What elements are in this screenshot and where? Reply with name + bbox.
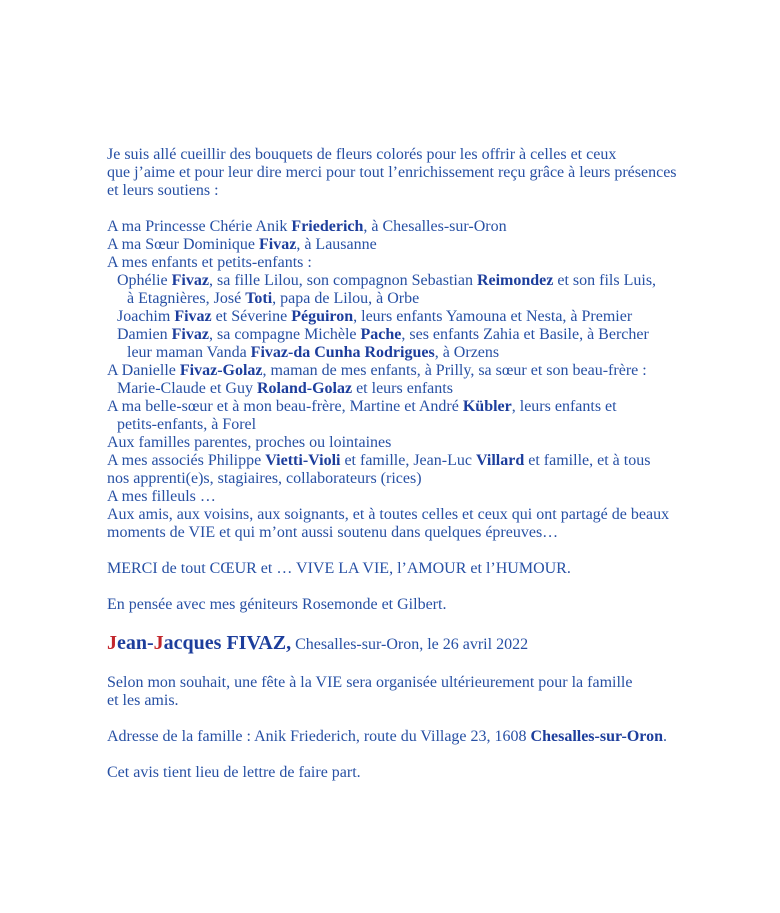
text-line xyxy=(107,764,747,782)
text-segment: , papa de Lilou, à Orbe xyxy=(272,290,420,307)
text-line xyxy=(107,674,747,692)
text-segment: A mes enfants et petits-enfants : xyxy=(107,254,312,271)
text-segment: Fivaz xyxy=(174,308,212,325)
text-line xyxy=(107,398,747,416)
text-segment: Reimondez xyxy=(476,272,554,289)
text-segment: A ma Sœur Dominique xyxy=(107,236,259,253)
blank-line xyxy=(107,542,747,560)
text-line xyxy=(107,596,747,614)
text-segment: et les amis. xyxy=(107,692,179,709)
text-segment: Pache xyxy=(360,326,402,343)
text-segment: , à Chesalles-sur-Oron xyxy=(363,218,507,235)
text-segment: ean- xyxy=(117,632,154,654)
text-segment: leur maman Vanda xyxy=(127,344,251,361)
text-segment: Fivaz xyxy=(171,272,209,289)
text-segment: , ses enfants Zahia et Basile, à Bercher xyxy=(401,326,649,343)
text-line xyxy=(107,728,747,746)
text-segment: A Danielle xyxy=(107,362,180,379)
text-segment: Adresse de la famille : Anik Friederich, route du Village 23, 1608 xyxy=(107,728,531,745)
text-line xyxy=(107,506,747,524)
text-segment: et leurs soutiens : xyxy=(107,182,219,199)
text-line xyxy=(107,470,747,488)
text-segment: A mes associés Philippe xyxy=(107,452,266,469)
text-line xyxy=(107,488,747,506)
text-segment: Chesalles-sur-Oron xyxy=(530,728,663,745)
text-segment: Chesalles-sur-Oron, le 26 avril 2022 xyxy=(291,636,529,653)
text-line xyxy=(107,434,747,452)
text-segment: Toti xyxy=(245,290,273,307)
text-segment: Fivaz xyxy=(259,236,297,253)
text-segment: Villard xyxy=(475,452,525,469)
text-line xyxy=(107,344,747,362)
text-segment: acques FIVAZ, xyxy=(163,632,292,654)
text-line xyxy=(107,164,747,182)
text-line xyxy=(107,146,747,164)
text-line xyxy=(107,326,747,344)
text-segment: , sa fille Lilou, son compagnon Sebastian xyxy=(208,272,477,289)
text-segment: Selon mon souhait, une fête à la VIE sera organisée ultérieurement pour la famille xyxy=(107,674,633,691)
blank-line xyxy=(107,200,747,218)
blank-line xyxy=(107,710,747,728)
blank-line xyxy=(107,746,747,764)
blank-line xyxy=(107,578,747,596)
text-segment: et leurs enfants xyxy=(352,380,453,397)
text-segment: Fivaz-da Cunha Rodrigues xyxy=(250,344,435,361)
text-segment: Fivaz xyxy=(171,326,209,343)
text-line xyxy=(107,290,747,308)
text-segment: , maman de mes enfants, à Prilly, sa sœur et son beau-frère : xyxy=(262,362,647,379)
text-line xyxy=(107,692,747,710)
text-segment: Roland-Golaz xyxy=(256,380,353,397)
text-segment: Cet avis tient lieu de lettre de faire part. xyxy=(107,764,361,781)
text-segment: Marie-Claude et Guy xyxy=(117,380,257,397)
text-segment: A ma belle-sœur et à mon beau-frère, Martine et André xyxy=(107,398,463,415)
blank-line xyxy=(107,656,747,674)
text-line xyxy=(107,452,747,470)
text-line xyxy=(107,182,747,200)
text-line xyxy=(107,524,747,542)
text-line xyxy=(107,254,747,272)
text-segment: Ophélie xyxy=(117,272,172,289)
text-segment: , leurs enfants Yamouna et Nesta, à Premier xyxy=(353,308,633,325)
text-segment: petits-enfants, à Forel xyxy=(117,416,257,433)
text-segment: Friederich xyxy=(291,218,364,235)
text-segment: à Etagnières, José xyxy=(127,290,246,307)
text-segment: Je suis allé cueillir des bouquets de fleurs colorés pour les offrir à celles et ceux xyxy=(107,146,617,163)
text-segment: A ma Princesse Chérie Anik xyxy=(107,218,292,235)
text-line xyxy=(107,416,747,434)
text-line xyxy=(107,362,747,380)
text-segment: , leurs enfants et xyxy=(511,398,617,415)
text-segment: Fivaz-Golaz xyxy=(179,362,263,379)
text-line xyxy=(107,308,747,326)
text-segment: Péguiron xyxy=(291,308,354,325)
signature-line xyxy=(107,632,747,656)
text-segment: moments de VIE et qui m’ont aussi soutenu dans quelques épreuves… xyxy=(107,524,559,541)
text-segment: MERCI de tout CŒUR et … VIVE LA VIE, l’AMOUR et l’HUMOUR. xyxy=(107,560,571,577)
text-segment: , sa compagne Michèle xyxy=(208,326,361,343)
text-segment: Kübler xyxy=(462,398,512,415)
text-line xyxy=(107,218,747,236)
text-segment: A mes filleuls … xyxy=(107,488,216,505)
text-line xyxy=(107,236,747,254)
text-segment: En pensée avec mes géniteurs Rosemonde et Gilbert. xyxy=(107,596,447,613)
text-segment: Aux amis, aux voisins, aux soignants, et à toutes celles et ceux qui ont partagé de beaux xyxy=(107,506,670,523)
text-segment: et Séverine xyxy=(211,308,292,325)
text-segment: J xyxy=(153,632,164,654)
text-segment: et son fils Luis, xyxy=(553,272,657,289)
text-segment: et famille, et à tous xyxy=(524,452,651,469)
text-segment: nos apprenti(e)s, stagiaires, collaborateurs (rices) xyxy=(107,470,422,487)
text-segment: Joachim xyxy=(117,308,175,325)
text-line xyxy=(107,560,747,578)
text-segment: J xyxy=(107,632,117,654)
text-segment: que j’aime et pour leur dire merci pour tout l’enrichissement reçu grâce à leurs présences xyxy=(107,164,677,181)
blank-line xyxy=(107,614,747,632)
text-line xyxy=(107,380,747,398)
text-segment: . xyxy=(662,728,667,745)
text-segment: Damien xyxy=(117,326,172,343)
text-segment: Vietti-Violi xyxy=(265,452,341,469)
text-segment: et famille, Jean-Luc xyxy=(340,452,476,469)
text-segment: , à Orzens xyxy=(434,344,500,361)
text-segment: , à Lausanne xyxy=(296,236,377,253)
obituary-text-body xyxy=(107,146,747,782)
text-line xyxy=(107,272,747,290)
text-segment: Aux familles parentes, proches ou lointaines xyxy=(107,434,392,451)
